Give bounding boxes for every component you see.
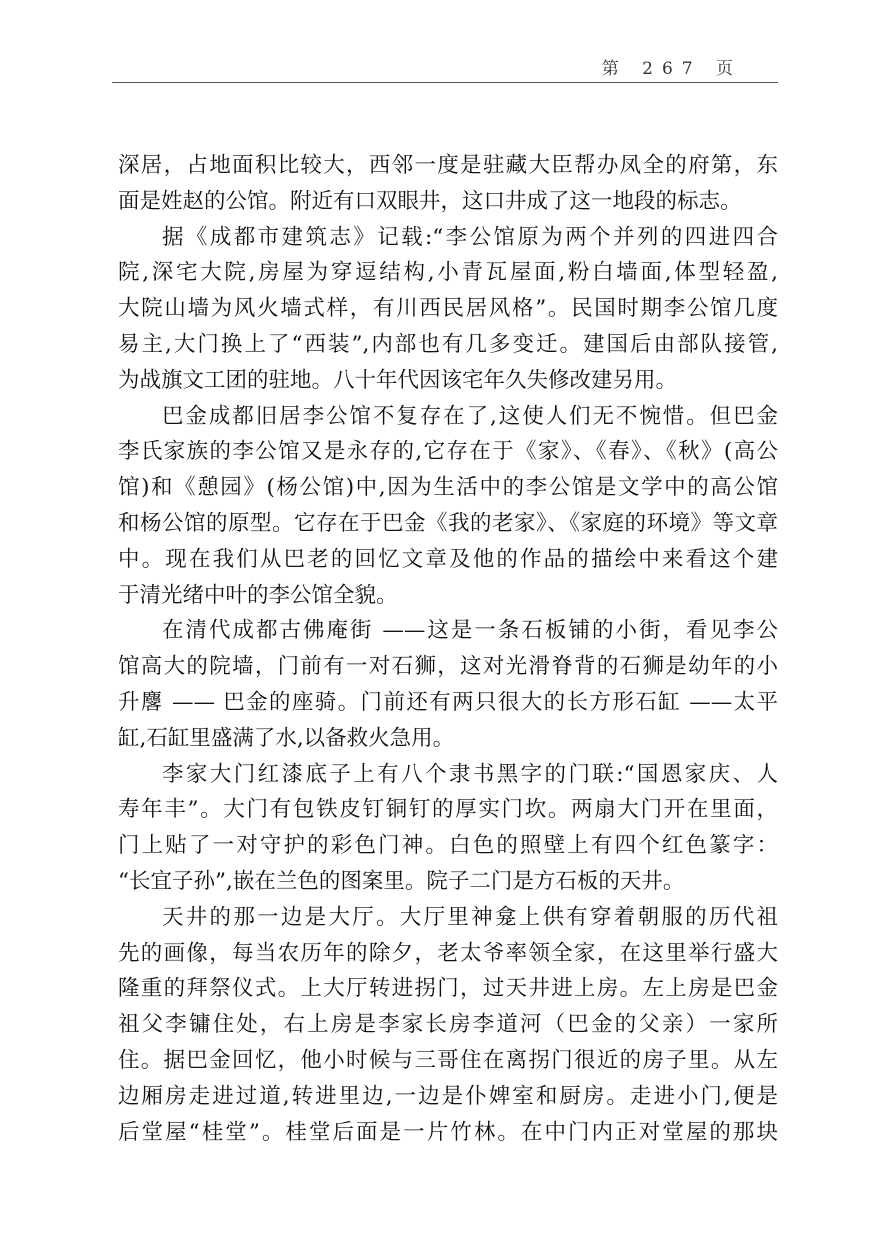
text-line: 先的画像，每当农历年的除夕，老太爷率领全家，在这里举行盛大 xyxy=(118,940,778,966)
text-line: 面是姓赵的公馆。附近有口双眼井，这口井成了这一地段的标志。 xyxy=(118,188,742,214)
text-line: 祖父李镛住处，右上房是李家长房李道河（巴金的父亲）一家所 xyxy=(118,1012,778,1038)
text-line: 巴金成都旧居李公馆不复存在了,这使人们无不惋惜。但巴金 xyxy=(162,403,778,429)
text-line: 馆高大的院墙，门前有一对石狮，这对光滑脊背的石狮是幼年的小 xyxy=(118,654,778,680)
text-line: 住。据巴金回忆，他小时候与三哥住在离拐门很近的房子里。从左 xyxy=(118,1047,778,1073)
text-line: 在清代成都古佛庵街 ——这是一条石板铺的小街，看见李公 xyxy=(162,618,778,644)
text-line: 门上贴了一对守护的彩色门神。白色的照壁上有四个红色篆字： xyxy=(118,833,778,859)
text-line: 中。现在我们从巴老的回忆文章及他的作品的描绘中来看这个建 xyxy=(118,546,778,572)
text-line: 边厢房走进过道,转进里边,一边是仆婢室和厨房。走进小门,便是 xyxy=(118,1083,778,1109)
text-line: 深居，占地面积比较大，西邻一度是驻藏大臣帮办凤全的府第，东 xyxy=(118,153,778,178)
text-line: 李家大门红漆底子上有八个隶书黑字的门联:“国恩家庆、人 xyxy=(162,761,778,787)
page-header xyxy=(112,52,778,83)
text-line: 于清光绪中叶的李公馆全貌。 xyxy=(118,582,398,608)
text-line: 为战旗文工团的驻地。八十年代因该宅年久失修改建另用。 xyxy=(118,367,678,393)
text-line: 大院山墙为风火墙式样，有川西民居风格”。民国时期李公馆几度 xyxy=(118,296,778,322)
text-line: 李氏家族的李公馆又是永存的,它存在于《家》、《春》、《秋》(高公 xyxy=(118,439,778,465)
text-line: 院,深宅大院,房屋为穿逗结构,小青瓦屋面,粉白墙面,体型轻盈, xyxy=(118,260,778,286)
body-text xyxy=(118,148,778,1150)
text-line: 和杨公馆的原型。它存在于巴金《我的老家》、《家庭的环境》等文章 xyxy=(118,510,778,536)
text-line: 升麐 —— 巴金的座骑。门前还有两只很大的长方形石缸 ——太平 xyxy=(118,689,778,715)
text-line: 易主,大门换上了“西装”,内部也有几多变迁。建国后由部队接管, xyxy=(118,331,778,357)
text-line: 据《成都市建筑志》记载:“李公馆原为两个并列的四进四合 xyxy=(162,224,778,250)
page-number: 第 267 页 xyxy=(601,59,742,79)
text-line: 隆重的拜祭仪式。上大厅转进拐门，过天井进上房。左上房是巴金 xyxy=(118,976,778,1002)
text-line: 后堂屋“桂堂”。桂堂后面是一片竹林。在中门内正对堂屋的那块 xyxy=(118,1119,778,1145)
text-line: 馆)和《憩园》(杨公馆)中,因为生活中的李公馆是文学中的高公馆 xyxy=(118,475,778,501)
text-line: 寿年丰”。大门有包铁皮钉铜钉的厚实门坎。两扇大门开在里面， xyxy=(118,797,778,823)
text-line: 天井的那一边是大厅。大厅里神龛上供有穿着朝服的历代祖 xyxy=(162,904,778,930)
text-line: “长宜子孙”,嵌在兰色的图案里。院子二门是方石板的天井。 xyxy=(118,868,685,894)
text-line: 缸,石缸里盛满了水,以备救火急用。 xyxy=(118,725,455,751)
